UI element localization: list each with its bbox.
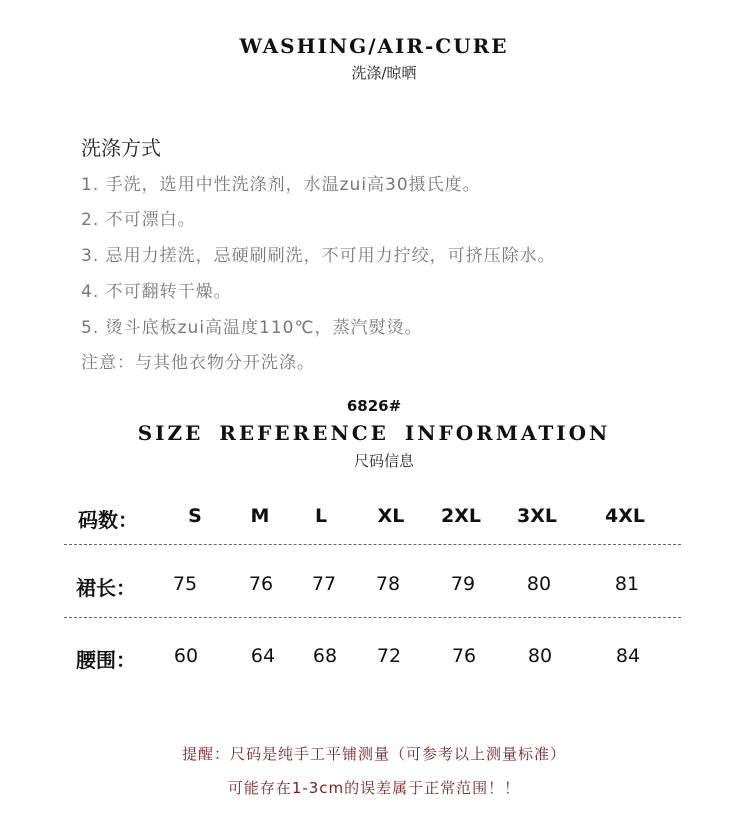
washing-item-1: 1. 手洗，选用中性洗涤剂，水温zui高30摄氏度。 [81,175,481,195]
size-title-en: SIZE REFERENCE INFORMATION [137,421,611,445]
size-title-cn [0,450,748,471]
washing-title-cn [0,62,748,83]
table-cell: 60 [173,645,199,667]
washing-item-2: 2. 不可漂白。 [81,210,196,230]
tolerance-note: 可能存在1-3cm的误差属于正常范围！！ [227,779,521,797]
table-cell: 76 [248,573,274,595]
table-cell: 80 [526,573,552,595]
size-header-cell: S [188,505,202,527]
table-cell: 79 [450,573,476,595]
washing-heading: 洗涤方式 [81,136,161,160]
table-cell: 72 [376,645,402,667]
size-header-cell: XL [377,505,405,527]
washing-note: 注意：与其他衣物分开洗涤。 [81,353,315,373]
row-divider [64,544,681,545]
measurement-note: 提醒：尺码是纯手工平铺测量（可参考以上测量标准） [181,745,566,763]
table-cell: 78 [375,573,401,595]
size-title-cn-text: 尺码信息 [344,452,424,470]
row-label-waist: 腰围： [76,648,136,672]
washing-title-en: WASHING/AIR-CURE [239,34,509,58]
size-header-cell: M [250,505,270,527]
size-header-cell: 2XL [441,505,481,527]
row-label-length: 裙长： [76,576,136,600]
size-header-cell: 4XL [605,505,645,527]
size-header-cell: L [314,505,328,527]
table-cell: 76 [451,645,477,667]
table-cell: 64 [250,645,276,667]
table-cell: 84 [615,645,641,667]
table-cell: 77 [311,573,337,595]
table-cell: 68 [312,645,338,667]
table-cell: 80 [527,645,553,667]
size-header-cell: 3XL [517,505,557,527]
table-cell: 81 [614,573,640,595]
washing-title-cn-text: 洗涤/晾晒 [341,64,426,82]
table-cell: 75 [172,573,198,595]
model-number: 6826# [346,397,402,415]
row-divider [64,617,681,618]
washing-item-3: 3. 忌用力搓洗，忌硬刷刷洗，不可用力拧绞，可挤压除水。 [81,246,556,266]
size-header-label: 码数： [78,508,138,532]
washing-item-4: 4. 不可翻转干燥。 [81,282,232,302]
washing-item-5: 5. 烫斗底板zui高温度110℃，蒸汽熨烫。 [81,318,423,338]
